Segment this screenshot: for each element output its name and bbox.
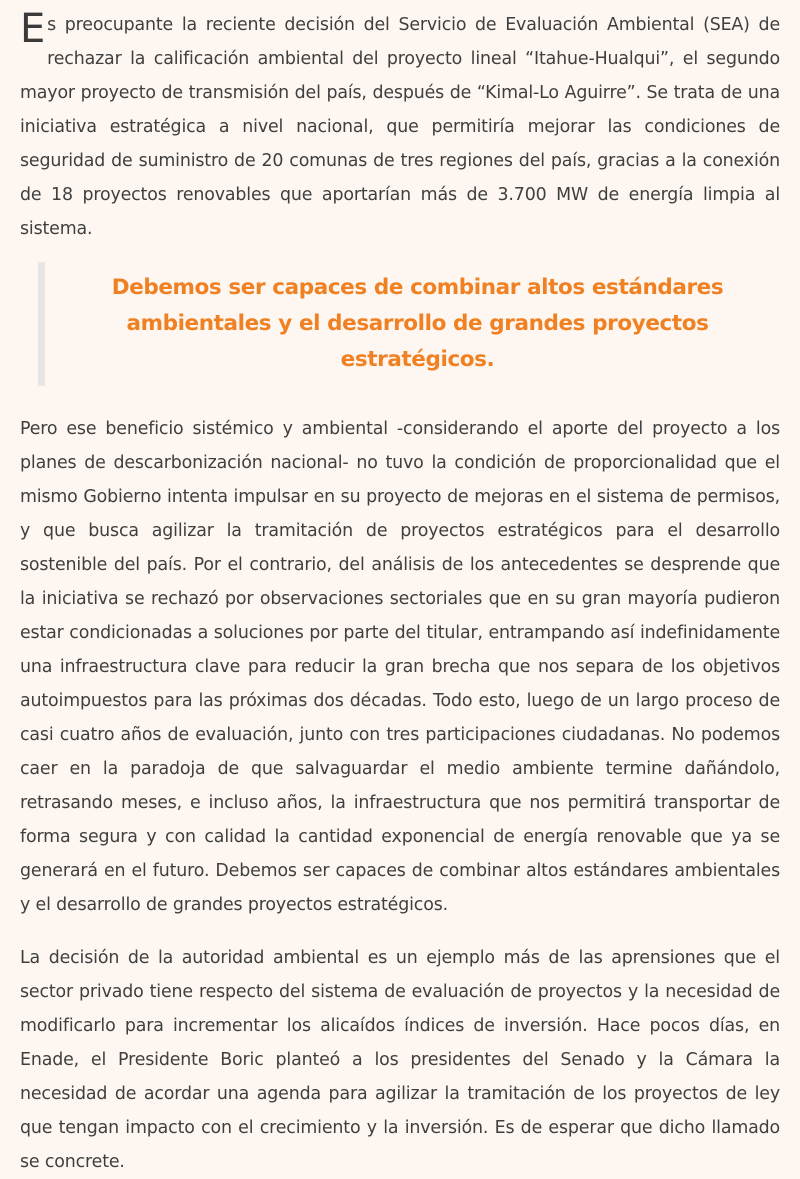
- body-paragraph-2: Pero ese beneficio sistémico y ambiental -considerando el aporte del proyecto a los planes de descarbonización nacional- no tuvo la condición de proporcionalidad que el mismo Gobierno intenta impulsar en su proyecto de mejoras en el sistema de permisos, y que busca agilizar la tramitación de proyectos estratégicos para el desarrollo sostenible del país. Por el contrario, del análisis de los antecedentes se desprende que la iniciativa se rechazó por observaciones sectoriales que en su gran mayoría pudieron estar condicionadas a soluciones por parte del titular, entrampando así indefinidamente una infraestructura clave para reducir la gran brecha que nos separa de los objetivos autoimpuestos para las próximas dos décadas. Todo esto, luego de un largo proceso de casi cuatro años de evaluación, junto con tres participaciones ciudadanas. No podemos caer en la paradoja de que salvaguardar el medio ambiente termine dañándolo, retrasando meses, e incluso años, la infraestructura que nos permitirá transportar de forma segura y con calidad la cantidad exponencial de energía renovable que ya se generará en el futuro. Debemos ser capaces de combinar altos estándares ambientales y el desarrollo de grandes proyectos estratégicos.: [20, 419, 780, 915]
- intro-paragraph: [20, 8, 780, 246]
- body-paragraph-3: La decisión de la autoridad ambiental es un ejemplo más de las aprensiones que el sector privado tiene respecto del sistema de evaluación de proyectos y la necesidad de modificarlo para incrementar los alicaídos índices de inversión. Hace pocos días, en Enade, el Presidente Boric planteó a los presidentes del Senado y la Cámara la necesidad de acordar una agenda para agilizar la tramitación de los proyectos de ley que tengan impacto con el crecimiento y la inversión. Es de esperar que dicho llamado se concrete.: [20, 948, 780, 1172]
- intro-paragraph-text: s preocupante la reciente decisión del Servicio de Evaluación Ambiental (SEA) de rechazar la calificación ambiental del proyecto lineal “Itahue-Hualqui”, el segundo mayor proyecto de transmisión del país, después de “Kimal-Lo Aguirre”. Se trata de una iniciativa estratégica a nivel nacional, que permitiría mejorar las condiciones de seguridad de suministro de 20 comunas de tres regiones del país, gracias a la conexión de 18 proyectos renovables que aportarían más de 3.700 MW de energía limpia al sistema.: [20, 15, 780, 239]
- drop-cap: E: [20, 6, 46, 52]
- article-body: [20, 0, 780, 1179]
- pull-quote: Debemos ser capaces de combinar altos estándares ambientales y el desarrollo de grandes proyectos estratégicos.: [38, 262, 780, 386]
